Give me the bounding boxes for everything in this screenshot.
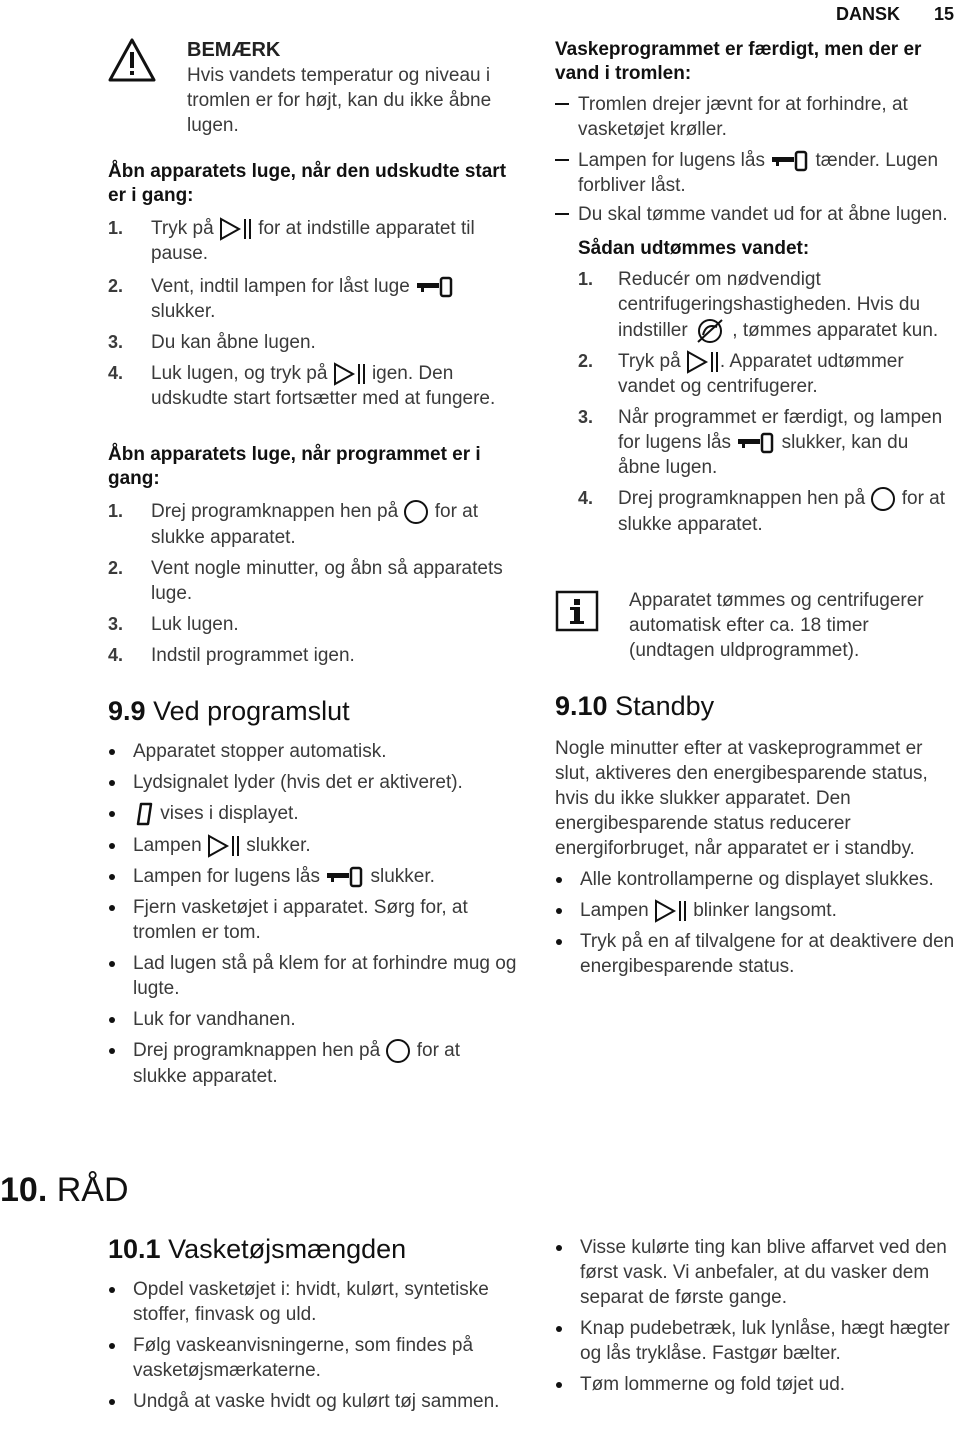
list-item: Luk for vandhanen. [108, 1007, 518, 1032]
start-pause-icon [207, 835, 241, 856]
list-item: Tøm lommerne og fold tøjet ud. [555, 1372, 955, 1397]
note-title: BEMÆRK [187, 39, 281, 61]
chapter-title: 10. RÅD [0, 1171, 129, 1209]
list-item: 1. Tryk på for at indstille apparatet til pause. [108, 218, 475, 264]
list-item: Lampen for lugens lås tænder. Lugen forbliver låst. [555, 148, 955, 198]
list-item: 4. Indstil programmet igen. [108, 645, 355, 666]
list-item: 3. Luk lugen. [108, 614, 239, 635]
section-10-1 [108, 1233, 518, 1414]
section-10-1-right [555, 1235, 955, 1397]
no-spin-icon [693, 320, 727, 341]
list-item: Alle kontrollamperne og displayet slukkes. [555, 867, 955, 892]
off-position-circle-icon [403, 501, 429, 522]
water-in-drum-heading: Vaskeprogrammet er færdigt, men der er vand i tromlen: [555, 39, 922, 84]
list-item: 1. Drej programknappen hen på for at slukke apparatet. [108, 501, 479, 548]
list-item: 2. Vent, indtil lampen for låst luge slukker. [108, 274, 518, 324]
list-item: Følg vaskeanvisningerne, som findes på vasketøjsmærkaterne. [108, 1333, 518, 1383]
info-icon [555, 590, 599, 632]
list-item: Undgå at vaske hvidt og kulørt tøj sammen. [108, 1389, 518, 1414]
delayed-start-section [108, 160, 518, 411]
section-9-10 [555, 690, 955, 979]
list-item: Fjern vasketøjet i apparatet. Sørg for, at tromlen er tom. [108, 895, 518, 945]
list-item: Lampen slukker. [108, 833, 518, 858]
list-item: Lampen blinker langsomt. [555, 898, 955, 923]
program-running-section [108, 443, 518, 668]
section-9-9 [108, 695, 518, 1089]
list-item: Visse kulørte ting kan blive affarvet ved den først vask. Vi anbefaler, at du vasker dem separat de første gange. [555, 1235, 955, 1310]
section-title: 10.1 Vasketøjsmængden [108, 1234, 407, 1264]
list-item: Tryk på en af tilvalgene for at deaktivere den energibesparende status. [555, 929, 955, 979]
list-item: 3. Du kan åbne lugen. [108, 332, 316, 353]
list-item: 2. Vent nogle minutter, og åbn så apparatets luge. [108, 558, 503, 604]
list-item: Apparatet stopper automatisk. [108, 739, 518, 764]
page-number: 15 [934, 4, 955, 24]
start-pause-icon [654, 900, 688, 921]
note-block [187, 38, 517, 138]
drain-heading: Sådan udtømmes vandet: [578, 238, 810, 259]
list-item: Lydsignalet lyder (hvis det er aktiveret). [108, 770, 518, 795]
warning-icon [108, 38, 156, 82]
list-item: Tromlen drejer jævnt for at forhindre, at vasketøjet krøller. [555, 92, 955, 142]
list-item: 2. Tryk på . Apparatet udtømmer vandet og centrifugerer. [578, 351, 904, 397]
list-item: 3. Når programmet er færdigt, og lampen for lugens lås slukker, kan du åbne lugen. [578, 407, 943, 478]
list-item: 4. Luk lugen, og tryk på igen. Den udskudte start fortsætter med at fungere. [108, 363, 496, 409]
door-lock-key-icon [415, 276, 455, 297]
door-lock-key-icon [325, 866, 365, 887]
off-position-circle-icon [385, 1040, 411, 1061]
section-title: 9.10 Standby [555, 691, 715, 721]
standby-text: Nogle minutter efter at vaskeprogrammet er slut, aktiveres den energibesparende status, hvis du ikke slukker apparatet. Den energibesparende status reducerer energiforbruget, når apparatet er i standby. [555, 738, 928, 859]
off-position-circle-icon [870, 488, 896, 509]
header-language: DANSK [836, 4, 901, 24]
start-pause-icon [686, 351, 720, 372]
water-in-drum-section [555, 38, 955, 537]
section-title: 9.9 Ved programslut [108, 696, 350, 726]
display-zero-icon [133, 803, 155, 824]
list-item: Knap pudebetræk, luk lynlåse, hægt hægter og lås tryklåse. Fastgør bælter. [555, 1316, 955, 1366]
list-item: Drej programknappen hen på for at slukke apparatet. [108, 1038, 518, 1089]
note-text: Hvis vandets temperatur og niveau i tromlen er for højt, kan du ikke åbne lugen. [187, 65, 492, 136]
door-lock-key-icon [736, 432, 776, 453]
program-running-heading: Åbn apparatets luge, når programmet er i gang: [108, 444, 481, 489]
info-text: Apparatet tømmes og centrifugerer automatisk efter ca. 18 timer (undtagen uldprogrammet). [629, 590, 924, 661]
list-item: vises i displayet. [108, 801, 518, 827]
list-item: 4. Drej programknappen hen på for at slukke apparatet. [578, 488, 946, 535]
door-lock-key-icon [770, 150, 810, 171]
list-item: 1. Reducér om nødvendigt centrifugeringshastigheden. Hvis du indstiller , tømmes apparatet kun. [578, 269, 939, 342]
list-item: Du skal tømme vandet ud for at åbne lugen. [555, 202, 955, 227]
start-pause-icon [219, 218, 253, 239]
list-item: Lampen for lugens lås slukker. [108, 864, 518, 889]
delayed-start-heading: Åbn apparatets luge, når den udskudte start er i gang: [108, 161, 507, 206]
list-item: Opdel vasketøjet i: hvidt, kulørt, syntetiske stoffer, finvask og uld. [108, 1277, 518, 1327]
list-item: Lad lugen stå på klem for at forhindre mug og lugte. [108, 951, 518, 1001]
start-pause-icon [333, 363, 367, 384]
